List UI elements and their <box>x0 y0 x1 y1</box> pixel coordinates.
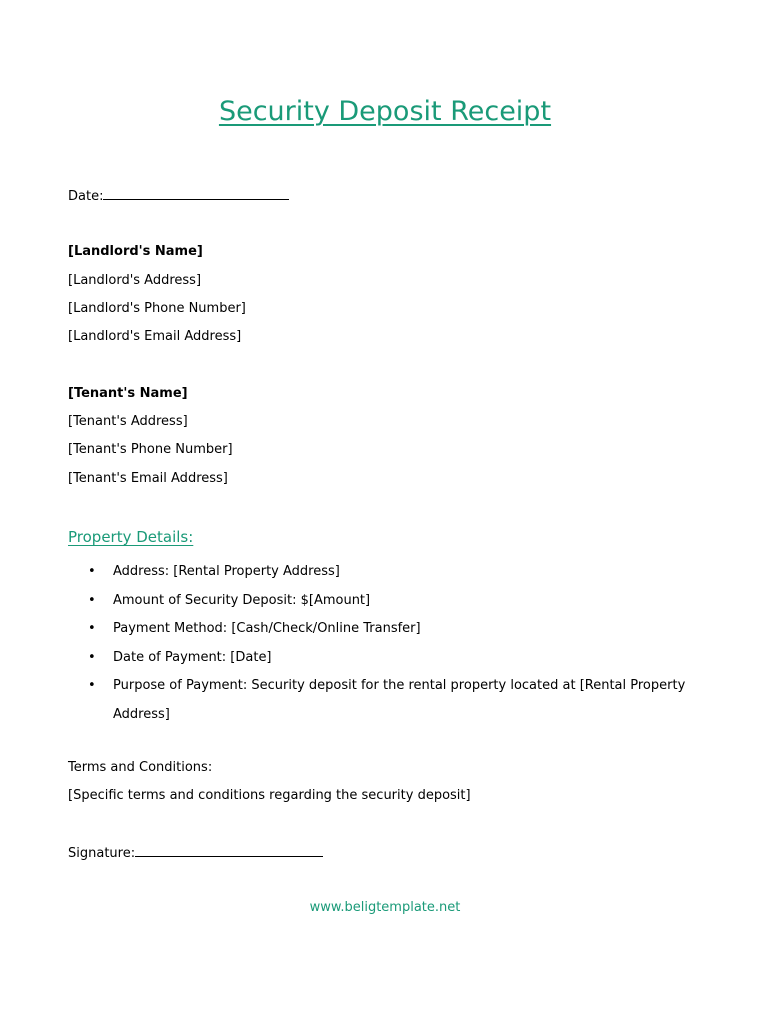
bullet-icon: • <box>88 649 96 665</box>
date-line <box>68 187 289 206</box>
bullet-icon: • <box>88 621 96 636</box>
landlord-email: [Landlord's Email Address] <box>68 329 242 344</box>
payment-method-item: Payment Method: [Cash/Check/Online Transfer] <box>113 621 421 636</box>
list-item <box>86 644 686 673</box>
property-details-heading: Property Details: <box>68 528 194 546</box>
tenant-phone: [Tenant's Phone Number] <box>68 442 233 457</box>
signature-blank <box>135 844 323 857</box>
bullet-icon: • <box>88 592 96 608</box>
list-item <box>86 615 686 644</box>
document-title: Security Deposit Receipt <box>218 96 552 127</box>
landlord-name: [Landlord's Name] <box>68 244 203 259</box>
tenant-name: [Tenant's Name] <box>68 386 188 401</box>
property-details-list <box>86 558 686 729</box>
signature-line <box>68 844 323 863</box>
date-label: Date: <box>68 189 104 204</box>
terms-label: Terms and Conditions: <box>68 760 213 775</box>
property-address-item: Address: [Rental Property Address] <box>113 564 340 579</box>
landlord-address: [Landlord's Address] <box>68 273 202 288</box>
payment-date-item: Date of Payment: [Date] <box>113 649 272 665</box>
list-item <box>86 672 686 729</box>
footer-url[interactable]: www.beligtemplate.net <box>309 900 461 915</box>
landlord-phone: [Landlord's Phone Number] <box>68 301 246 316</box>
tenant-address: [Tenant's Address] <box>68 414 188 429</box>
signature-label: Signature: <box>68 846 136 861</box>
tenant-email: [Tenant's Email Address] <box>68 471 228 486</box>
list-item <box>86 587 686 616</box>
bullet-icon: • <box>88 564 96 579</box>
deposit-amount-item: Amount of Security Deposit: $[Amount] <box>113 592 371 608</box>
bullet-icon: • <box>88 678 96 693</box>
date-blank <box>103 187 289 200</box>
terms-text: [Specific terms and conditions regarding the security deposit] <box>68 788 471 803</box>
list-item <box>86 558 686 587</box>
payment-purpose-item: Purpose of Payment: Security deposit for the rental property located at [Rental Property Address] <box>113 678 686 722</box>
